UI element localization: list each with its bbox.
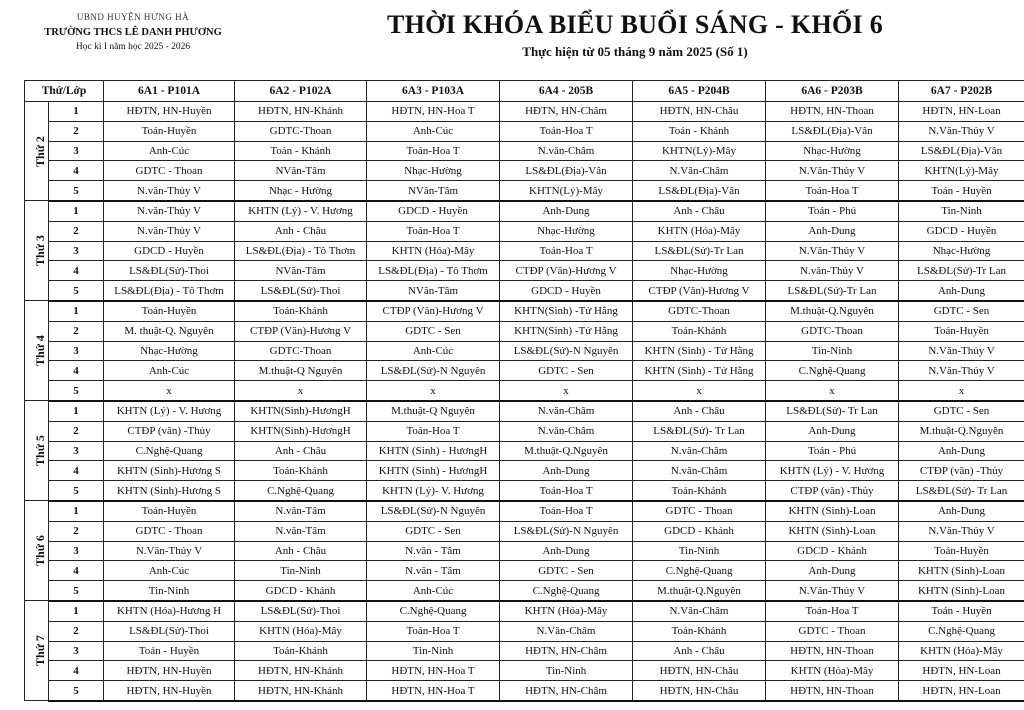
period-row: [25, 541, 1024, 561]
subject-cell: KHTN(Sinh)-HươngH: [235, 401, 367, 421]
day-label: [25, 201, 49, 301]
day-label-text: Thứ 4: [32, 335, 47, 367]
subject-cell: CTĐP (văn) -Thủy: [899, 461, 1024, 481]
subject-cell: N.Văn-Thủy V: [766, 581, 899, 601]
subject-cell: N.văn-Tâm: [235, 521, 367, 541]
subject-cell: KHTN (Lý) - V. Hương: [766, 461, 899, 481]
subject-cell: KHTN (Sinh) - HươngH: [367, 441, 500, 461]
period-number: 1: [49, 401, 104, 421]
subject-cell: LS&ĐL(Sử)-Thoi: [235, 281, 367, 301]
period-row: [25, 461, 1024, 481]
subject-cell: HĐTN, HN-Châm: [500, 681, 633, 701]
subject-cell: Anh - Châu: [633, 201, 766, 221]
subject-cell: x: [633, 381, 766, 401]
day-label: [25, 601, 49, 701]
subject-cell: HĐTN, HN-Châu: [633, 102, 766, 122]
subject-cell: N.Văn-Châm: [500, 621, 633, 641]
subject-cell: GDTC - Thoan: [766, 621, 899, 641]
subject-cell: Anh-Cúc: [367, 341, 500, 361]
subject-cell: LS&ĐL(Sử)-N Nguyên: [500, 341, 633, 361]
subject-cell: GDCD - Huyền: [899, 221, 1024, 241]
subject-cell: HĐTN, HN-Loan: [899, 681, 1024, 701]
subject-cell: LS&ĐL(Địa)-Vân: [500, 161, 633, 181]
subject-cell: M. thuật-Q. Nguyên: [104, 321, 235, 341]
period-number: 3: [49, 141, 104, 161]
subject-cell: LS&ĐL(Sử)-Thoi: [104, 261, 235, 281]
subject-cell: NVăn-Tâm: [367, 181, 500, 201]
subject-cell: KHTN (Hóa)-Mây: [766, 661, 899, 681]
subject-cell: N.văn-Thủy V: [104, 221, 235, 241]
class-header: 6A1 - P101A: [104, 81, 235, 102]
period-row: [25, 341, 1024, 361]
subject-cell: N.văn-Châm: [500, 141, 633, 161]
period-number: 5: [49, 681, 104, 701]
subject-cell: Toán-Khánh: [633, 481, 766, 501]
subject-cell: Anh - Châu: [633, 401, 766, 421]
period-number: 3: [49, 341, 104, 361]
subject-cell: CTĐP (văn) -Thủy: [104, 421, 235, 441]
subject-cell: N.văn-Châm: [500, 401, 633, 421]
day-label-text: Thứ 6: [32, 535, 47, 567]
subject-cell: N.Văn-Thủy V: [766, 241, 899, 261]
period-number: 5: [49, 381, 104, 401]
subject-cell: N.văn-Châm: [633, 461, 766, 481]
day-label: [25, 501, 49, 601]
subject-cell: Anh-Dung: [500, 461, 633, 481]
subject-cell: Tin-Ninh: [500, 661, 633, 681]
period-number: 3: [49, 441, 104, 461]
subject-cell: Tin-Ninh: [367, 641, 500, 661]
subject-cell: Anh-Cúc: [367, 581, 500, 601]
subject-cell: Toán-Khánh: [633, 321, 766, 341]
subject-cell: Tin-Ninh: [235, 561, 367, 581]
page-subtitle: Thực hiện từ 05 tháng 9 năm 2025 (Số 1): [522, 44, 748, 59]
subject-cell: GDTC - Sen: [500, 561, 633, 581]
school-header: [18, 10, 248, 55]
subject-cell: Toán - Huyền: [104, 641, 235, 661]
subject-cell: LS&ĐL(Địa)-Vân: [766, 121, 899, 141]
subject-cell: CTĐP (Văn)-Hương V: [500, 261, 633, 281]
subject-cell: Nhạc-Hường: [899, 241, 1024, 261]
subject-cell: KHTN (Sinh) - HươngH: [367, 461, 500, 481]
subject-cell: N.văn-Tâm: [235, 501, 367, 521]
period-number: 1: [49, 501, 104, 521]
subject-cell: x: [766, 381, 899, 401]
subject-cell: Toán-Hoa T: [500, 121, 633, 141]
subject-cell: Anh-Dung: [766, 221, 899, 241]
period-row: [25, 501, 1024, 521]
subject-cell: Tin-Ninh: [104, 581, 235, 601]
period-row: [25, 521, 1024, 541]
subject-cell: Anh - Châu: [235, 541, 367, 561]
subject-cell: GDTC - Thoan: [633, 501, 766, 521]
subject-cell: Toán-Huyền: [899, 321, 1024, 341]
subject-cell: Anh-Dung: [899, 281, 1024, 301]
subject-cell: Toán - Khánh: [235, 141, 367, 161]
period-number: 2: [49, 321, 104, 341]
subject-cell: LS&ĐL(Sử)-Thoi: [235, 601, 367, 621]
subject-cell: C.Nghệ-Quang: [104, 441, 235, 461]
subject-cell: KHTN (Lý) - V. Hương: [104, 401, 235, 421]
period-number: 2: [49, 221, 104, 241]
period-row: [25, 281, 1024, 301]
subject-cell: NVăn-Tâm: [235, 161, 367, 181]
subject-cell: GDCD - Khánh: [235, 581, 367, 601]
subject-cell: Toán - Huyền: [899, 181, 1024, 201]
subject-cell: N.văn-Thủy V: [104, 181, 235, 201]
subject-cell: LS&ĐL(Sử)-Thoi: [104, 621, 235, 641]
subject-cell: Nhạc-Hường: [104, 341, 235, 361]
period-number: 5: [49, 181, 104, 201]
subject-cell: GDCD - Huyền: [367, 201, 500, 221]
subject-cell: N.văn-Châm: [500, 421, 633, 441]
subject-cell: KHTN (Hóa)-Mây: [500, 601, 633, 621]
subject-cell: N.văn - Tâm: [367, 561, 500, 581]
subject-cell: KHTN (Sinh)-Loan: [899, 561, 1024, 581]
timetable: [24, 80, 1024, 702]
period-row: [25, 301, 1024, 321]
subject-cell: HĐTN, HN-Loan: [899, 661, 1024, 681]
subject-cell: LS&ĐL(Sử)-N Nguyên: [367, 361, 500, 381]
subject-cell: Toán-Hoa T: [766, 601, 899, 621]
subject-cell: Toán-Hoa T: [367, 141, 500, 161]
subject-cell: LS&ĐL(Địa) - Tô Thơm: [104, 281, 235, 301]
subject-cell: KHTN(Lý)-Mây: [899, 161, 1024, 181]
subject-cell: C.Nghệ-Quang: [766, 361, 899, 381]
period-row: [25, 181, 1024, 201]
page-title: THỜI KHÓA BIỂU BUỔI SÁNG - KHỐI 6: [386, 10, 884, 39]
subject-cell: N.văn-Thủy V: [766, 261, 899, 281]
subject-cell: Toán-Hoa T: [367, 421, 500, 441]
corner-header: Thứ/Lớp: [25, 81, 104, 102]
subject-cell: Toán-Hoa T: [500, 501, 633, 521]
period-row: [25, 601, 1024, 621]
subject-cell: LS&ĐL(Sử)- Tr Lan: [633, 421, 766, 441]
subject-cell: KHTN (Lý) - V. Hương: [235, 201, 367, 221]
subject-cell: GDTC - Sen: [899, 301, 1024, 321]
subject-cell: Toán-Khánh: [235, 301, 367, 321]
class-header: 6A2 - P102A: [235, 81, 367, 102]
subject-cell: HĐTN, HN-Thoan: [766, 681, 899, 701]
period-number: 5: [49, 581, 104, 601]
subject-cell: LS&ĐL(Địa) - Tô Thơm: [235, 241, 367, 261]
subject-cell: Nhạc - Hường: [235, 181, 367, 201]
subject-cell: LS&ĐL(Sử)-N Nguyên: [500, 521, 633, 541]
subject-cell: KHTN (Sinh)-Loan: [766, 501, 899, 521]
subject-cell: HĐTN, HN-Huyền: [104, 661, 235, 681]
period-number: 5: [49, 481, 104, 501]
subject-cell: KHTN (Hóa)-Mây: [367, 241, 500, 261]
subject-cell: Toán-Hoa T: [367, 621, 500, 641]
subject-cell: HĐTN, HN-Hoa T: [367, 681, 500, 701]
subject-cell: KHTN(Lý)-Mây: [633, 141, 766, 161]
subject-cell: x: [500, 381, 633, 401]
subject-cell: CTĐP (Văn)-Hương V: [235, 321, 367, 341]
subject-cell: LS&ĐL(Sử)-Tr Lan: [633, 241, 766, 261]
header-row: [25, 81, 1024, 102]
subject-cell: KHTN (Lý)- V. Hương: [367, 481, 500, 501]
subject-cell: LS&ĐL(Địa)-Vân: [899, 141, 1024, 161]
period-number: 3: [49, 541, 104, 561]
subject-cell: C.Nghệ-Quang: [899, 621, 1024, 641]
subject-cell: Nhạc-Hường: [633, 261, 766, 281]
subject-cell: Anh-Cúc: [104, 361, 235, 381]
period-number: 2: [49, 621, 104, 641]
period-number: 5: [49, 281, 104, 301]
subject-cell: KHTN (Hóa)-Mây: [899, 641, 1024, 661]
subject-cell: Anh-Dung: [899, 501, 1024, 521]
subject-cell: Nhạc-Hường: [766, 141, 899, 161]
subject-cell: Anh-Dung: [500, 541, 633, 561]
subject-cell: x: [104, 381, 235, 401]
subject-cell: NVăn-Tâm: [367, 281, 500, 301]
subject-cell: N.Văn-Châm: [633, 161, 766, 181]
subject-cell: Toán - Khánh: [633, 121, 766, 141]
subject-cell: x: [899, 381, 1024, 401]
subject-cell: GDTC - Thoan: [104, 521, 235, 541]
subject-cell: LS&ĐL(Địa) - Tô Thơm: [367, 261, 500, 281]
subject-cell: C.Nghệ-Quang: [235, 481, 367, 501]
subject-cell: HĐTN, HN-Châu: [633, 661, 766, 681]
subject-cell: KHTN (Sinh) - Tử Hằng: [633, 341, 766, 361]
subject-cell: HĐTN, HN-Khánh: [235, 661, 367, 681]
period-number: 2: [49, 121, 104, 141]
subject-cell: Anh-Dung: [899, 441, 1024, 461]
subject-cell: N.Văn-Thủy V: [899, 361, 1024, 381]
subject-cell: Anh-Cúc: [367, 121, 500, 141]
subject-cell: KHTN(Sinh) -Tử Hằng: [500, 301, 633, 321]
subject-cell: Nhạc-Hường: [367, 161, 500, 181]
subject-cell: x: [367, 381, 500, 401]
day-label-text: Thứ 2: [32, 135, 47, 167]
subject-cell: Toán - Huyền: [899, 601, 1024, 621]
period-row: [25, 201, 1024, 221]
period-row: [25, 581, 1024, 601]
subject-cell: Toán-Khánh: [235, 641, 367, 661]
day-label: [25, 102, 49, 201]
period-row: [25, 641, 1024, 661]
day-label-text: Thứ 7: [32, 635, 47, 667]
period-row: [25, 361, 1024, 381]
period-row: [25, 121, 1024, 141]
subject-cell: Anh-Cúc: [104, 561, 235, 581]
subject-cell: KHTN (Sinh)-Loan: [766, 521, 899, 541]
subject-cell: N.văn - Tâm: [367, 541, 500, 561]
period-number: 3: [49, 641, 104, 661]
subject-cell: Toán-Huyền: [899, 541, 1024, 561]
subject-cell: Toán-Khánh: [633, 621, 766, 641]
subject-cell: M.thuật-Q.Nguyên: [633, 581, 766, 601]
subject-cell: LS&ĐL(Sử)-Tr Lan: [899, 261, 1024, 281]
subject-cell: KHTN(Sinh)-HươngH: [235, 421, 367, 441]
subject-cell: N.Văn-Châm: [633, 601, 766, 621]
subject-cell: Toán - Phú: [766, 441, 899, 461]
subject-cell: HĐTN, HN-Châm: [500, 641, 633, 661]
period-row: [25, 261, 1024, 281]
period-row: [25, 321, 1024, 341]
period-number: 2: [49, 521, 104, 541]
period-number: 4: [49, 261, 104, 281]
period-number: 1: [49, 102, 104, 122]
subject-cell: N.Văn-Thủy V: [104, 541, 235, 561]
period-row: [25, 161, 1024, 181]
subject-cell: GDTC - Thoan: [104, 161, 235, 181]
subject-cell: HĐTN, HN-Thoan: [766, 102, 899, 122]
subject-cell: Toán-Khánh: [235, 461, 367, 481]
subject-cell: CTĐP (Văn)-Hương V: [367, 301, 500, 321]
period-number: 4: [49, 661, 104, 681]
period-row: [25, 141, 1024, 161]
period-number: 4: [49, 561, 104, 581]
subject-cell: HĐTN, HN-Loan: [899, 102, 1024, 122]
subject-cell: LS&ĐL(Sử)-Tr Lan: [766, 281, 899, 301]
class-header: 6A6 - P203B: [766, 81, 899, 102]
class-header: 6A4 - 205B: [500, 81, 633, 102]
subject-cell: HĐTN, HN-Thoan: [766, 641, 899, 661]
class-header: 6A3 - P103A: [367, 81, 500, 102]
subject-cell: Toán-Hoa T: [766, 181, 899, 201]
subject-cell: C.Nghệ-Quang: [500, 581, 633, 601]
subject-cell: GDCD - Khánh: [633, 521, 766, 541]
period-row: [25, 621, 1024, 641]
subject-cell: Toán-Huyền: [104, 501, 235, 521]
subject-cell: HĐTN, HN-Hoa T: [367, 661, 500, 681]
subject-cell: N.văn-Thủy V: [104, 201, 235, 221]
subject-cell: HĐTN, HN-Huyền: [104, 681, 235, 701]
school-name: TRƯỜNG THCS LÊ DANH PHƯƠNG: [44, 27, 222, 38]
period-number: 4: [49, 461, 104, 481]
period-row: [25, 241, 1024, 261]
day-label: [25, 301, 49, 401]
subject-cell: N.Văn-Thủy V: [899, 521, 1024, 541]
period-number: 1: [49, 601, 104, 621]
period-number: 1: [49, 301, 104, 321]
period-number: 1: [49, 201, 104, 221]
subject-cell: LS&ĐL(Sử)- Tr Lan: [766, 401, 899, 421]
subject-cell: Anh-Dung: [500, 201, 633, 221]
subject-cell: KHTN (Hóa)-Hương H: [104, 601, 235, 621]
subject-cell: KHTN (Sinh)-Hương S: [104, 481, 235, 501]
subject-cell: Anh - Châu: [633, 641, 766, 661]
subject-cell: GDTC - Sen: [899, 401, 1024, 421]
subject-cell: CTĐP (Văn)-Hương V: [633, 281, 766, 301]
subject-cell: GDTC - Sen: [367, 521, 500, 541]
subject-cell: x: [235, 381, 367, 401]
subject-cell: Toán-Huyền: [104, 121, 235, 141]
subject-cell: Anh - Châu: [235, 441, 367, 461]
subject-cell: KHTN(Sinh) -Tử Hằng: [500, 321, 633, 341]
class-header: 6A5 - P204B: [633, 81, 766, 102]
subject-cell: Toán-Hoa T: [367, 221, 500, 241]
subject-cell: N.Văn-Thủy V: [899, 121, 1024, 141]
class-header: 6A7 - P202B: [899, 81, 1024, 102]
subject-cell: Toán-Hoa T: [500, 481, 633, 501]
subject-cell: GDTC-Thoan: [235, 121, 367, 141]
period-number: 3: [49, 241, 104, 261]
subject-cell: Tin-Ninh: [899, 201, 1024, 221]
subject-cell: KHTN (Sinh)-Hương S: [104, 461, 235, 481]
day-label: [25, 401, 49, 501]
period-number: 2: [49, 421, 104, 441]
period-row: [25, 221, 1024, 241]
subject-cell: GDTC-Thoan: [235, 341, 367, 361]
subject-cell: LS&ĐL(Sử)- Tr Lan: [899, 481, 1024, 501]
school-term: Học kì I năm học 2025 - 2026: [75, 42, 191, 52]
period-number: 4: [49, 161, 104, 181]
subject-cell: Toán-Huyền: [104, 301, 235, 321]
subject-cell: C.Nghệ-Quang: [633, 561, 766, 581]
subject-cell: Anh - Châu: [235, 221, 367, 241]
period-row: [25, 381, 1024, 401]
subject-cell: GDCD - Huyền: [500, 281, 633, 301]
subject-cell: LS&ĐL(Sử)-N Nguyên: [367, 501, 500, 521]
period-row: [25, 681, 1024, 701]
subject-cell: Tin-Ninh: [766, 341, 899, 361]
subject-cell: LS&ĐL(Địa)-Vân: [633, 181, 766, 201]
subject-cell: HĐTN, HN-Hoa T: [367, 102, 500, 122]
subject-cell: M.thuật-Q.Nguyên: [899, 421, 1024, 441]
subject-cell: Tin-Ninh: [633, 541, 766, 561]
period-row: [25, 421, 1024, 441]
subject-cell: Anh-Cúc: [104, 141, 235, 161]
subject-cell: M.thuật-Q.Nguyên: [766, 301, 899, 321]
subject-cell: C.Nghệ-Quang: [367, 601, 500, 621]
subject-cell: GDTC - Sen: [500, 361, 633, 381]
subject-cell: HĐTN, HN-Khánh: [235, 102, 367, 122]
subject-cell: M.thuật-Q Nguyên: [367, 401, 500, 421]
subject-cell: KHTN (Sinh)-Loan: [899, 581, 1024, 601]
subject-cell: Anh-Dung: [766, 421, 899, 441]
subject-cell: Toán - Phú: [766, 201, 899, 221]
subject-cell: Nhạc-Hường: [500, 221, 633, 241]
period-row: [25, 401, 1024, 421]
subject-cell: N.Văn-Thủy V: [766, 161, 899, 181]
period-number: 4: [49, 361, 104, 381]
authority-name: UBND HUYỆN HƯNG HÀ: [76, 12, 190, 22]
subject-cell: N.văn-Châm: [633, 441, 766, 461]
period-row: [25, 441, 1024, 461]
subject-cell: KHTN (Hóa)-Mây: [633, 221, 766, 241]
subject-cell: M.thuật-Q.Nguyên: [500, 441, 633, 461]
subject-cell: HĐTN, HN-Khánh: [235, 681, 367, 701]
subject-cell: GDTC - Sen: [367, 321, 500, 341]
day-label-text: Thứ 5: [32, 435, 47, 467]
period-row: [25, 102, 1024, 122]
subject-cell: KHTN (Hóa)-Mây: [235, 621, 367, 641]
subject-cell: GDCD - Khánh: [766, 541, 899, 561]
subject-cell: Anh-Dung: [766, 561, 899, 581]
period-row: [25, 481, 1024, 501]
subject-cell: HĐTN, HN-Huyền: [104, 102, 235, 122]
subject-cell: HĐTN, HN-Châm: [500, 102, 633, 122]
day-label-text: Thứ 3: [32, 235, 47, 267]
subject-cell: KHTN(Lý)-Mây: [500, 181, 633, 201]
period-row: [25, 561, 1024, 581]
subject-cell: M.thuật-Q Nguyên: [235, 361, 367, 381]
subject-cell: Toán-Hoa T: [500, 241, 633, 261]
subject-cell: N.Văn-Thủy V: [899, 341, 1024, 361]
subject-cell: GDTC-Thoan: [766, 321, 899, 341]
subject-cell: KHTN (Sinh) - Tử Hằng: [633, 361, 766, 381]
subject-cell: GDCD - Huyền: [104, 241, 235, 261]
subject-cell: CTĐP (văn) -Thủy: [766, 481, 899, 501]
period-row: [25, 661, 1024, 681]
subject-cell: GDTC-Thoan: [633, 301, 766, 321]
subject-cell: NVăn-Tâm: [235, 261, 367, 281]
subject-cell: HĐTN, HN-Châu: [633, 681, 766, 701]
